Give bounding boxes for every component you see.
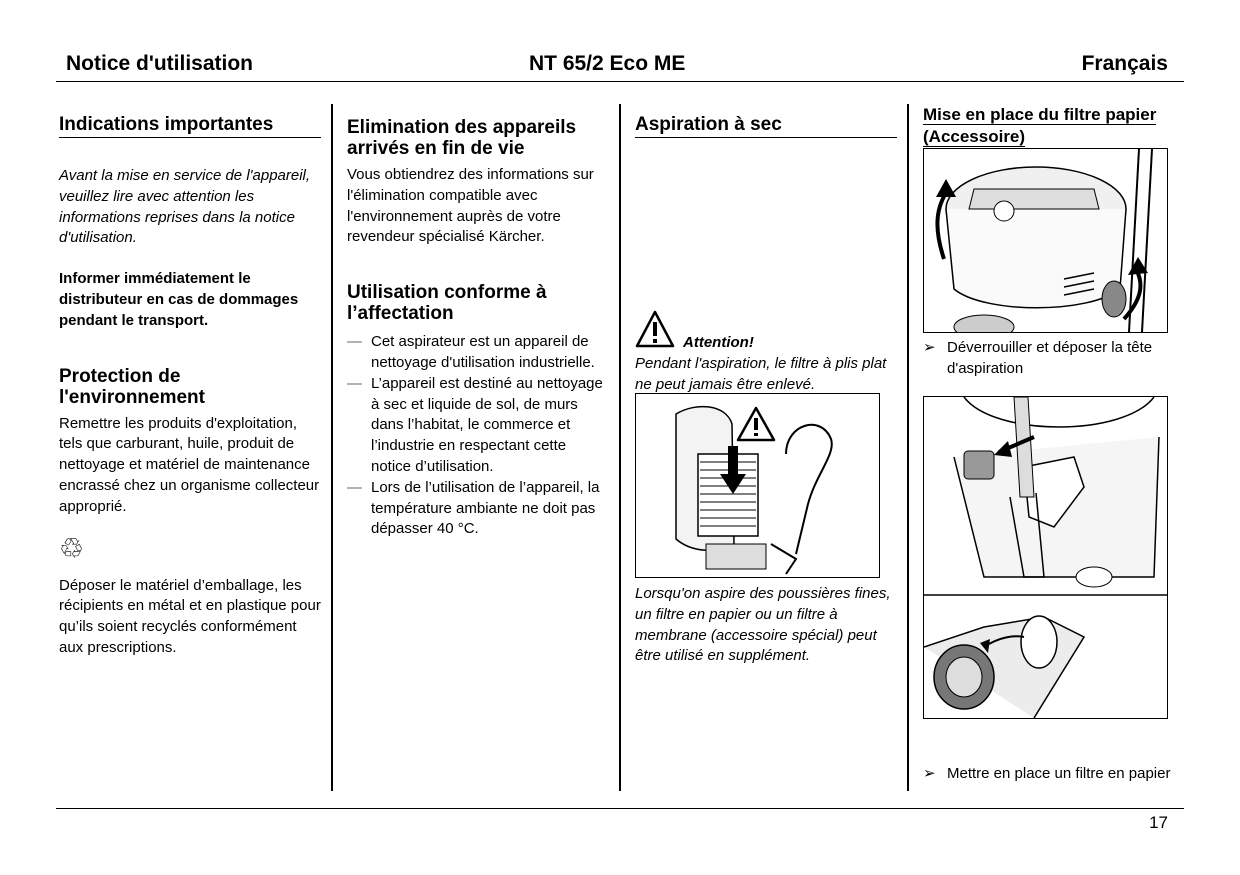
section-heading-environment: Protection de l'environnement bbox=[59, 365, 205, 408]
step-text: Mettre en place un filtre en papier bbox=[947, 764, 1171, 782]
section-heading-dry-vacuuming: Aspiration à sec bbox=[635, 114, 897, 138]
suction-head-illustration bbox=[923, 148, 1168, 333]
paper-filter-illustration bbox=[923, 396, 1168, 719]
column-3 bbox=[635, 114, 897, 138]
column-divider bbox=[331, 104, 333, 791]
environment-text: Remettre les produits d'exploitation, tels que carburant, huile, produit de nettoyage et matériel de maintenance encrassé chez un organisme collecteur approprié. bbox=[59, 414, 320, 515]
list-item: — Lors de l’utilisation de l’appareil, la température ambiante ne doit pas dépasser 40 °C. bbox=[347, 478, 603, 540]
step-marker-icon: ➢ bbox=[923, 339, 936, 356]
section-heading-paper-filter: Mise en place du filtre papier (Accessoire) bbox=[923, 105, 1157, 146]
column-2 bbox=[347, 117, 603, 540]
step-insert-filter bbox=[923, 764, 1203, 785]
header-rule bbox=[56, 81, 1184, 82]
step-text: Déverrouiller et déposer la tête d'aspiration bbox=[947, 339, 1153, 377]
column-divider bbox=[619, 104, 621, 791]
warning-icon bbox=[635, 310, 675, 348]
section-heading-important: Indications importantes bbox=[59, 114, 321, 138]
packaging-text: Déposer le matériel d’emballage, les récipients en métal et en plastique pour qu’ils soient recyclés conformément aux prescriptions. bbox=[59, 576, 321, 656]
column-1 bbox=[59, 114, 321, 659]
section-heading-disposal: Elimination des appareils arrivés en fin de vie bbox=[347, 117, 577, 159]
section-heading-intended-use: Utilisation conforme à l’affectation bbox=[347, 282, 547, 325]
flat-filter-illustration bbox=[635, 393, 880, 578]
header-model-name: NT 65/2 Eco ME bbox=[529, 52, 686, 75]
list-item: — L’appareil est destiné au nettoyage à sec et liquide de sol, de murs dans l’habitat, le commerce et l’industrie en respectant cette notice d’utilisation. bbox=[347, 374, 603, 478]
header-manual-title: Notice d'utilisation bbox=[66, 52, 254, 75]
list-item: — Cet aspirateur est un appareil de nettoyage d'utilisation industrielle. bbox=[347, 332, 603, 374]
figure-caption: Lorsqu'on aspire des poussières fines, un filtre en papier ou un filtre à membrane (accessoire spécial) peut être utilisé en supplément. bbox=[635, 585, 891, 665]
warning-title: Attention! bbox=[683, 334, 754, 351]
footer-rule bbox=[56, 808, 1184, 809]
step-unlock-head bbox=[923, 338, 1203, 380]
transport-damage-note: Informer immédiatement le distributeur en cas de dommages pendant le transport. bbox=[59, 270, 299, 329]
intended-use-list bbox=[347, 332, 603, 540]
disposal-text: Vous obtiendrez des informations sur l'élimination compatible avec l'environnement auprès de votre revendeur spécialisé Kärcher. bbox=[347, 166, 594, 246]
header-language: Français bbox=[1081, 52, 1168, 75]
column-4 bbox=[923, 104, 1173, 148]
column-divider bbox=[907, 104, 909, 791]
page-number: 17 bbox=[1149, 813, 1168, 832]
recycle-icon: ♲ bbox=[59, 532, 85, 564]
warning-text: Pendant l'aspiration, le filtre à plis plat ne peut jamais être enlevé. bbox=[635, 355, 887, 393]
step-marker-icon: ➢ bbox=[923, 764, 936, 782]
intro-text: Avant la mise en service de l'appareil, veuillez lire avec attention les informations reprises dans la notice d'utilisation. bbox=[59, 167, 311, 247]
